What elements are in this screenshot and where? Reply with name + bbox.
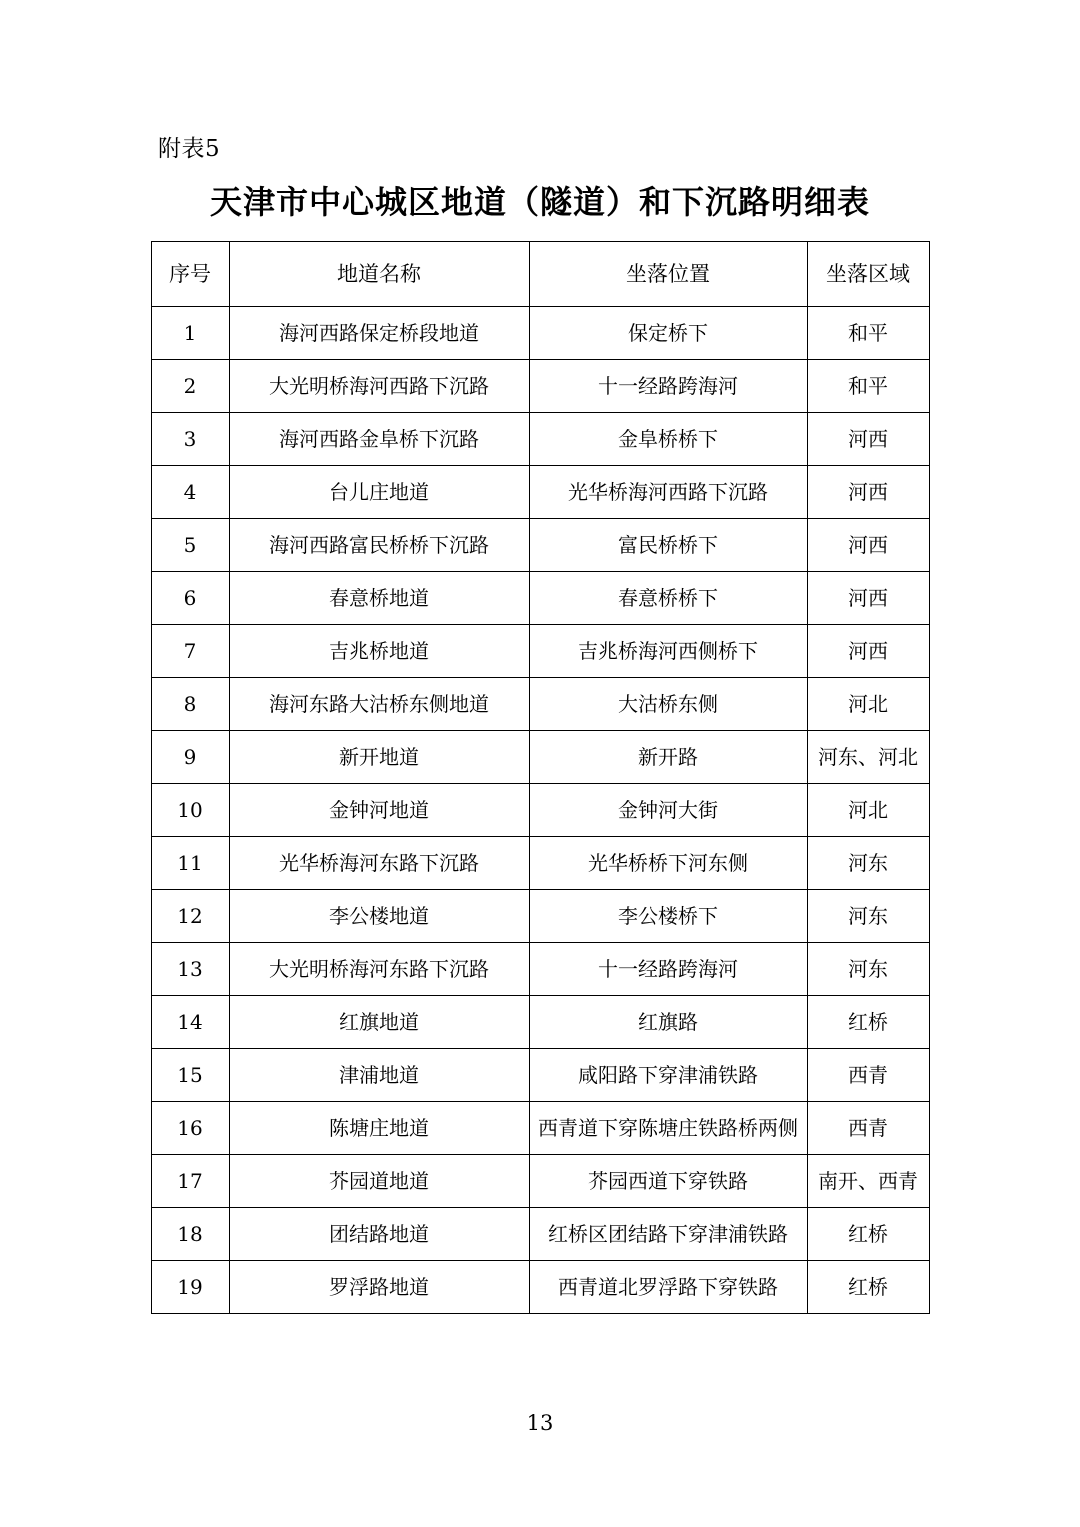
cell-index: 12: [151, 890, 229, 943]
cell-name: 李公楼地道: [229, 890, 529, 943]
column-header-index: 序号: [151, 242, 229, 307]
cell-name: 大光明桥海河东路下沉路: [229, 943, 529, 996]
cell-index: 3: [151, 413, 229, 466]
table-row: [151, 360, 929, 413]
cell-location: 春意桥桥下: [529, 572, 807, 625]
cell-index: 18: [151, 1208, 229, 1261]
column-header-location: 坐落位置: [529, 242, 807, 307]
page-number: 13: [526, 1411, 554, 1435]
cell-area: 西青: [807, 1102, 929, 1155]
cell-name: 吉兆桥地道: [229, 625, 529, 678]
cell-name: 海河西路富民桥桥下沉路: [229, 519, 529, 572]
cell-location: 十一经路跨海河: [529, 360, 807, 413]
table-row: [151, 1049, 929, 1102]
cell-name: 大光明桥海河西路下沉路: [229, 360, 529, 413]
cell-name: 陈塘庄地道: [229, 1102, 529, 1155]
cell-index: 9: [151, 731, 229, 784]
cell-location: 富民桥桥下: [529, 519, 807, 572]
table-row: [151, 413, 929, 466]
cell-index: 11: [151, 837, 229, 890]
table-row: [151, 678, 929, 731]
cell-index: 4: [151, 466, 229, 519]
cell-location: 金阜桥桥下: [529, 413, 807, 466]
cell-index: 17: [151, 1155, 229, 1208]
cell-location: 光华桥海河西路下沉路: [529, 466, 807, 519]
tunnel-list-table: [151, 241, 930, 1314]
cell-area: 和平: [807, 360, 929, 413]
cell-area: 河西: [807, 466, 929, 519]
cell-name: 海河西路金阜桥下沉路: [229, 413, 529, 466]
cell-area: 河东: [807, 837, 929, 890]
table-row: [151, 519, 929, 572]
cell-index: 16: [151, 1102, 229, 1155]
cell-index: 7: [151, 625, 229, 678]
cell-location: 红桥区团结路下穿津浦铁路: [529, 1208, 807, 1261]
cell-location: 金钟河大街: [529, 784, 807, 837]
cell-index: 5: [151, 519, 229, 572]
table-row: [151, 625, 929, 678]
cell-area: 河东: [807, 943, 929, 996]
cell-location: 十一经路跨海河: [529, 943, 807, 996]
cell-index: 13: [151, 943, 229, 996]
cell-index: 10: [151, 784, 229, 837]
cell-index: 15: [151, 1049, 229, 1102]
cell-name: 芥园道地道: [229, 1155, 529, 1208]
cell-location: 大沽桥东侧: [529, 678, 807, 731]
cell-location: 李公楼桥下: [529, 890, 807, 943]
table-row: [151, 1102, 929, 1155]
cell-location: 咸阳路下穿津浦铁路: [529, 1049, 807, 1102]
cell-index: 6: [151, 572, 229, 625]
column-header-area: 坐落区域: [807, 242, 929, 307]
table-row: [151, 1261, 929, 1314]
cell-name: 新开地道: [229, 731, 529, 784]
cell-location: 吉兆桥海河西侧桥下: [529, 625, 807, 678]
table-row: [151, 466, 929, 519]
cell-location: 西青道下穿陈塘庄铁路桥两侧: [529, 1102, 807, 1155]
table-row: [151, 1155, 929, 1208]
cell-area: 河西: [807, 413, 929, 466]
page-title: 天津市中心城区地道（隧道）和下沉路明细表: [209, 183, 870, 221]
table-row: [151, 784, 929, 837]
cell-location: 芥园西道下穿铁路: [529, 1155, 807, 1208]
cell-index: 14: [151, 996, 229, 1049]
table-row: [151, 943, 929, 996]
cell-index: 2: [151, 360, 229, 413]
cell-name: 金钟河地道: [229, 784, 529, 837]
cell-area: 西青: [807, 1049, 929, 1102]
cell-area: 红桥: [807, 996, 929, 1049]
cell-index: 8: [151, 678, 229, 731]
table-row: [151, 1208, 929, 1261]
cell-location: 西青道北罗浮路下穿铁路: [529, 1261, 807, 1314]
cell-area: 河西: [807, 572, 929, 625]
table-row: [151, 731, 929, 784]
cell-area: 河西: [807, 625, 929, 678]
cell-area: 和平: [807, 307, 929, 360]
cell-location: 光华桥桥下河东侧: [529, 837, 807, 890]
column-header-name: 地道名称: [229, 242, 529, 307]
cell-name: 海河东路大沽桥东侧地道: [229, 678, 529, 731]
cell-location: 保定桥下: [529, 307, 807, 360]
cell-location: 红旗路: [529, 996, 807, 1049]
cell-name: 红旗地道: [229, 996, 529, 1049]
table-row: [151, 890, 929, 943]
cell-area: 红桥: [807, 1261, 929, 1314]
cell-name: 罗浮路地道: [229, 1261, 529, 1314]
cell-index: 19: [151, 1261, 229, 1314]
cell-area: 河北: [807, 784, 929, 837]
cell-location: 新开路: [529, 731, 807, 784]
cell-area: 河东: [807, 890, 929, 943]
attachment-label: 附表5: [158, 136, 221, 162]
table-row: [151, 307, 929, 360]
cell-area: 河北: [807, 678, 929, 731]
cell-area: 南开、西青: [807, 1155, 929, 1208]
table-header-row: [151, 242, 929, 307]
cell-area: 河东、河北: [807, 731, 929, 784]
cell-name: 海河西路保定桥段地道: [229, 307, 529, 360]
cell-index: 1: [151, 307, 229, 360]
table-row: [151, 572, 929, 625]
cell-name: 团结路地道: [229, 1208, 529, 1261]
cell-name: 春意桥地道: [229, 572, 529, 625]
table-row: [151, 996, 929, 1049]
cell-name: 津浦地道: [229, 1049, 529, 1102]
cell-name: 台儿庄地道: [229, 466, 529, 519]
cell-name: 光华桥海河东路下沉路: [229, 837, 529, 890]
cell-area: 红桥: [807, 1208, 929, 1261]
cell-area: 河西: [807, 519, 929, 572]
table-row: [151, 837, 929, 890]
